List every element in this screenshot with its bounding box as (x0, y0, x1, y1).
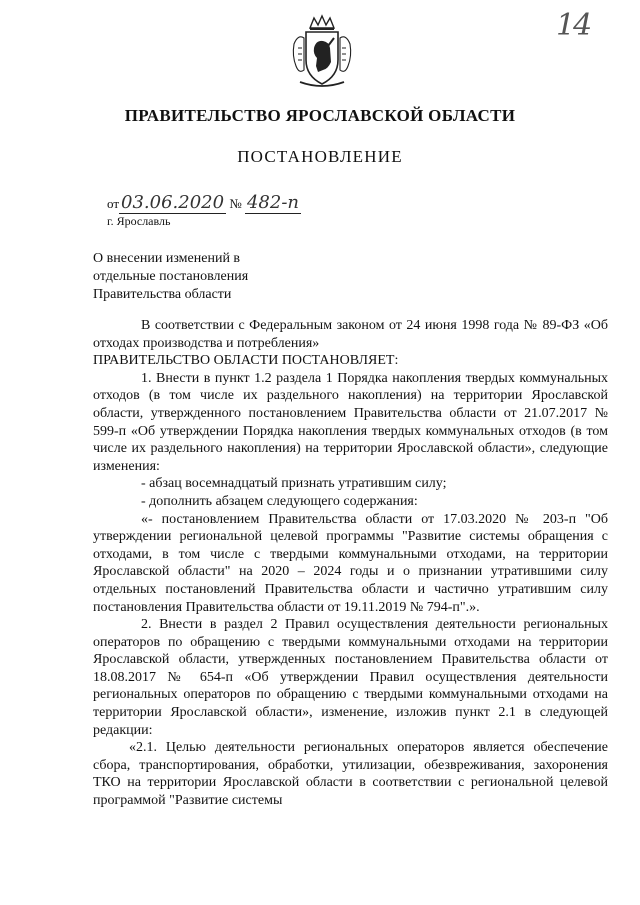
preamble-paragraph: В соответствии с Федеральным законом от 24 июня 1998 года № 89-ФЗ «Об отходах производства и потребления» (93, 318, 608, 351)
handwritten-page-mark: 14 (556, 8, 591, 43)
subject-line: О внесении изменений в (93, 251, 241, 266)
handwritten-date: 03.06.2020 (121, 192, 225, 213)
quoted-paragraph: «- постановлением Правительства области от 17.03.2020 № 203-п "Об утверждении региональной целевой программы "Развитие системы обращения с отходами, в том числе с твердыми коммунальными отходами, на территории Ярославской области" на 2020 – 2024 годы и о признании утратившими силу отдельных постановлений Правительства области и частично утратившим силу постановления Правительства области от 19.11.2019 № 794-п".». (93, 511, 608, 615)
bullet-paragraph: - дополнить абзацем следующего содержания: (141, 493, 418, 509)
handwritten-number: 482-п (246, 192, 300, 213)
city-name: г. Ярославль (107, 214, 171, 228)
clause-2-paragraph: 2. Внести в раздел 2 Правил осуществления деятельности региональных операторов по обращению с твердыми коммунальными отходами на территории Ярославской области, утвержденных постановлением Правительства области от 18.08.2017 № 654-п «Об утверждении Правил осуществления деятельности региональных операторов по обращению с твердыми коммунальными отходами на территории Ярославской области», изменение, изложив пункт 2.1 в следующей редакции: (93, 617, 608, 738)
clause-1-paragraph: 1. Внести в пункт 1.2 раздела 1 Порядка накопления твердых коммунальных отходов (в том числе их раздельного накопления) на территории Ярославской области, утвержденного постановлением Правительства области от 21.07.2017 № 599-п «Об утверждении Порядка накопления твердых коммунальных отходов (в том числе их раздельного накопления) на территории Ярославской области», следующие изменения: (93, 370, 608, 474)
government-title: ПРАВИТЕЛЬСТВО ЯРОСЛАВСКОЙ ОБЛАСТИ (124, 106, 516, 125)
document-body (93, 317, 608, 810)
document-type: ПОСТАНОВЛЕНИЕ (237, 147, 403, 166)
yaroslavl-coat-of-arms-emblem (290, 14, 354, 90)
bullet-paragraph: - абзац восемнадцатый признать утратившим силу; (141, 476, 447, 492)
subject-line: Правительства области (93, 287, 232, 302)
date-number-line (107, 192, 301, 214)
quoted-paragraph: «2.1. Целью деятельности региональных операторов является обеспечение сбора, транспортирования, обработки, утилизации, обезвреживания, захоронения ТКО на территории Ярославской области в соответствии с региональной целевой программой "Развитие системы (93, 740, 608, 809)
resolution-heading: ПРАВИТЕЛЬСТВО ОБЛАСТИ ПОСТАНОВЛЯЕТ: (93, 353, 399, 369)
date-prefix: от (107, 196, 120, 211)
number-prefix: № (229, 196, 242, 211)
subject-line: отдельные постановления (93, 269, 249, 284)
document-subject (93, 250, 353, 304)
